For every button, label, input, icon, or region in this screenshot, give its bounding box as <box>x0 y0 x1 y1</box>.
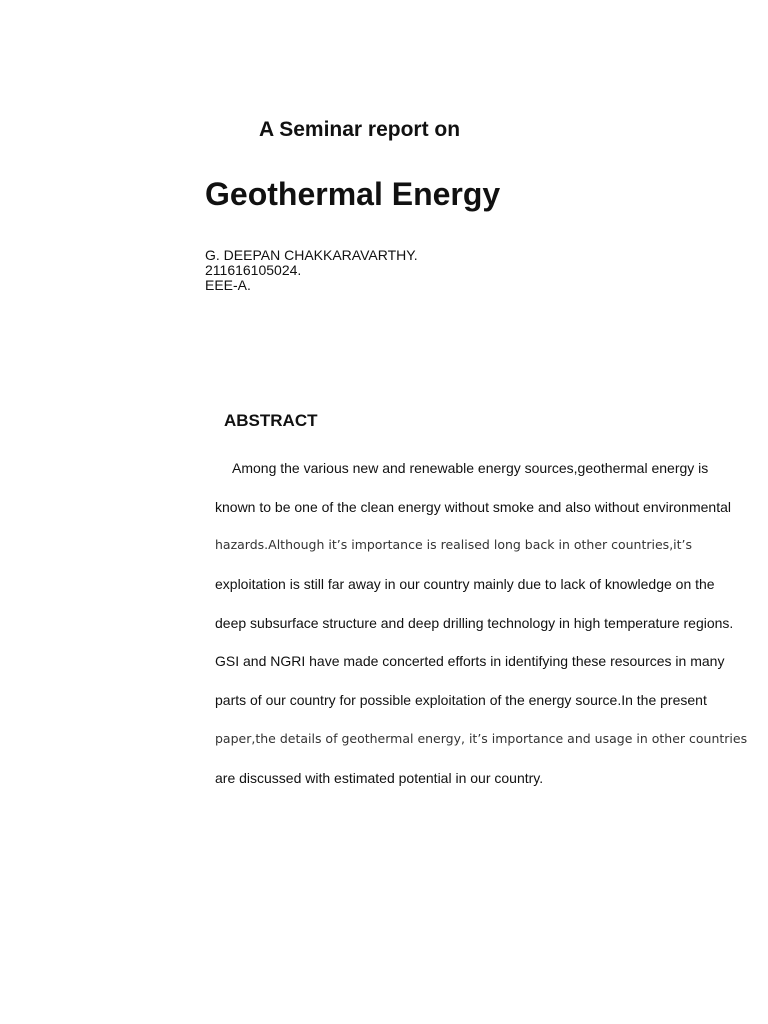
abstract-line: paper,the details of geothermal energy, it’s importance and usage in other countries <box>215 730 748 746</box>
report-subtitle: A Seminar report on <box>259 118 461 141</box>
abstract-body <box>215 458 748 806</box>
report-title: Geothermal Energy <box>205 176 501 212</box>
author-block <box>205 248 418 293</box>
abstract-line: deep subsurface structure and deep drilling technology in high temperature regions. <box>215 614 734 631</box>
abstract-line: hazards.Although it’s importance is realised long back in other countries,it’s <box>215 537 693 553</box>
abstract-heading: ABSTRACT <box>224 411 318 430</box>
abstract-line: exploitation is still far away in our country mainly due to lack of knowledge on the <box>215 576 715 593</box>
author-name: G. DEEPAN CHAKKARAVARTHY. <box>205 247 418 263</box>
abstract-line: known to be one of the clean energy without smoke and also without environmental <box>215 498 731 515</box>
abstract-line: Among the various new and renewable energy sources,geothermal energy is <box>232 460 709 476</box>
author-register-number: 211616105024. <box>205 262 302 278</box>
abstract-line: parts of our country for possible exploitation of the energy source.In the present <box>215 692 707 709</box>
abstract-line: are discussed with estimated potential in our country. <box>215 769 544 786</box>
abstract-line: GSI and NGRI have made concerted efforts in identifying these resources in many <box>215 653 725 670</box>
author-class: EEE-A. <box>205 277 251 293</box>
